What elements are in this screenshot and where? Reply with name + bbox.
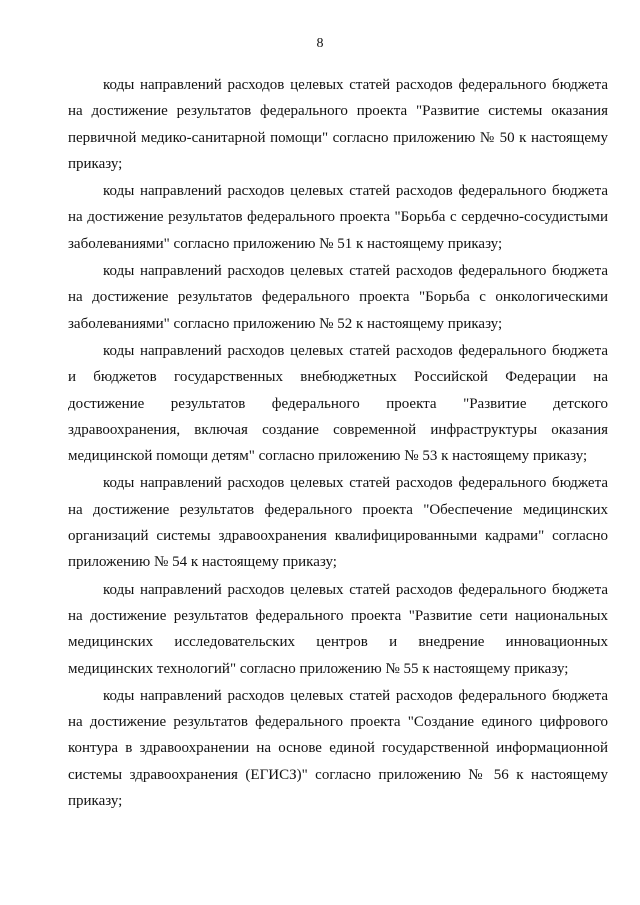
paragraph bbox=[68, 178, 608, 257]
paragraph-line: и бюджетов государственных внебюджетных Российской Федерации на bbox=[68, 369, 608, 386]
paragraph-line: коды направлений расходов целевых статей расходов федерального бюджета bbox=[103, 342, 608, 359]
paragraph bbox=[68, 683, 608, 814]
paragraph-line: организаций системы здравоохранения квалифицированными кадрами" согласно bbox=[68, 528, 608, 545]
document-body bbox=[68, 72, 608, 815]
paragraph-line: медицинских технологий" согласно приложению № 55 к настоящему приказу; bbox=[68, 660, 569, 677]
page-number: 8 bbox=[316, 36, 324, 51]
paragraph-line: на достижение результатов федерального проекта "Борьба с онкологическими bbox=[68, 289, 608, 306]
paragraph-line: заболеваниями" согласно приложению № 52 к настоящему приказу; bbox=[68, 315, 503, 332]
paragraph-line: приложению № 54 к настоящему приказу; bbox=[68, 554, 337, 571]
paragraph-line: приказу; bbox=[68, 793, 123, 810]
paragraph-line: коды направлений расходов целевых статей расходов федерального бюджета bbox=[103, 263, 608, 280]
paragraph-line: медицинских исследовательских центров и внедрение инновационных bbox=[68, 634, 608, 651]
paragraph-line: коды направлений расходов целевых статей расходов федерального бюджета bbox=[103, 581, 608, 598]
paragraph-line: на достижение результатов федерального проекта "Обеспечение медицинских bbox=[68, 501, 608, 518]
paragraph bbox=[68, 577, 608, 682]
paragraph-line: на достижение результатов федерального проекта "Создание единого цифрового bbox=[68, 714, 608, 731]
paragraph-line: приказу; bbox=[68, 155, 123, 172]
paragraph-line: достижение результатов федерального проекта "Развитие детского bbox=[68, 395, 608, 412]
paragraph-line: контура в здравоохранении на основе единой государственной информационной bbox=[68, 740, 608, 757]
paragraph-line: коды направлений расходов целевых статей расходов федерального бюджета bbox=[103, 183, 608, 200]
paragraph bbox=[68, 338, 608, 469]
paragraph-line: коды направлений расходов целевых статей расходов федерального бюджета bbox=[103, 77, 608, 93]
paragraph-line: на достижение результатов федерального проекта "Развитие сети национальных bbox=[68, 607, 608, 624]
paragraph-line: на достижение результатов федерального проекта "Развитие системы оказания bbox=[68, 103, 608, 120]
paragraph bbox=[68, 258, 608, 337]
paragraph-line: коды направлений расходов целевых статей расходов федерального бюджета bbox=[103, 687, 608, 704]
paragraph-line: системы здравоохранения (ЕГИСЗ)" согласно приложению № 56 к настоящему bbox=[68, 766, 608, 783]
paragraph-line: заболеваниями" согласно приложению № 51 к настоящему приказу; bbox=[68, 235, 503, 252]
paragraph bbox=[68, 470, 608, 575]
paragraph-line: первичной медико-санитарной помощи" согласно приложению № 50 к настоящему bbox=[68, 129, 608, 146]
paragraph bbox=[68, 72, 608, 177]
paragraph-line: здравоохранения, включая создание современной инфраструктуры оказания bbox=[68, 421, 608, 438]
paragraph-line: коды направлений расходов целевых статей расходов федерального бюджета bbox=[103, 475, 608, 492]
paragraph-line: на достижение результатов федерального проекта "Борьба с сердечно-сосудистыми bbox=[68, 209, 608, 226]
paragraph-line: медицинской помощи детям" согласно приложению № 53 к настоящему приказу; bbox=[68, 448, 588, 465]
